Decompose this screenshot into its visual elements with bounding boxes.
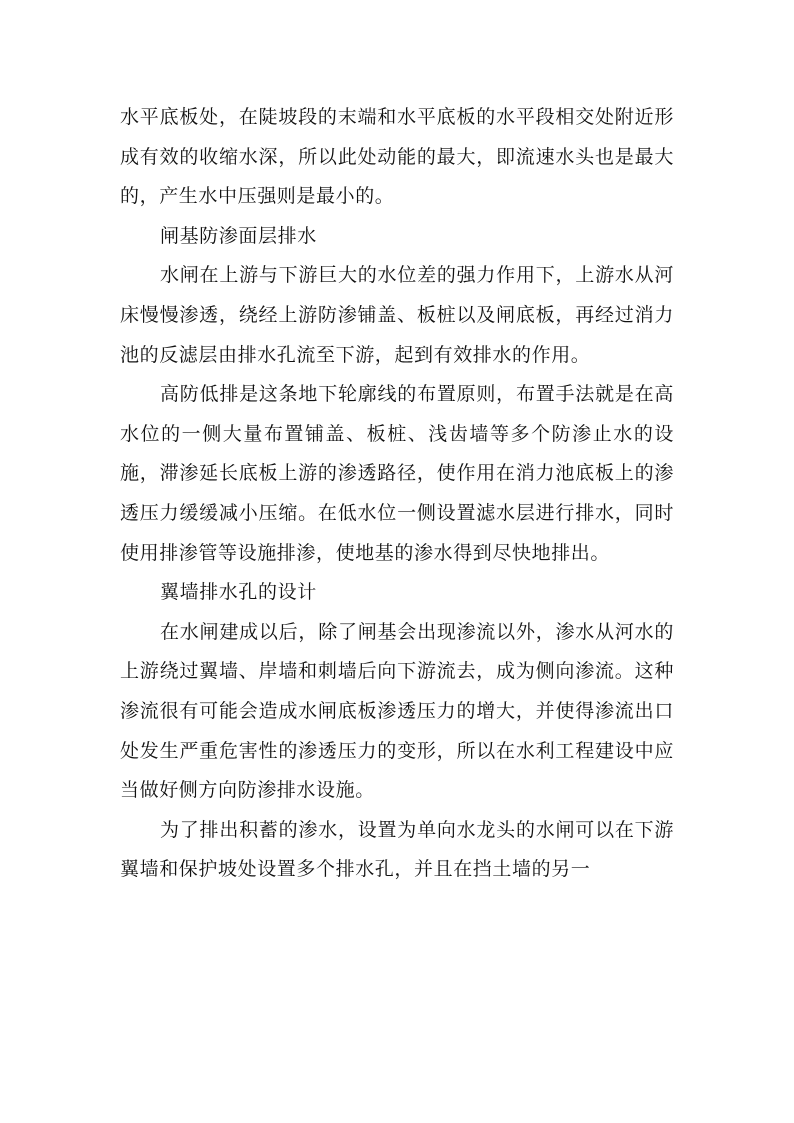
- paragraph-drain-holes: 为了排出积蓄的渗水，设置为单向水龙头的水闸可以在下游翼墙和保护坡处设置多个排水孔，并且在挡土墙的另一: [120, 818, 674, 881]
- paragraph-high-low-principle: 高防低排是这条地下轮廓线的布置原则，布置手法就是在高水位的一侧大量布置铺盖、板桩、浅齿墙等多个防渗止水的设施，滞渗延长底板上游的渗透路径，使作用在消力池底板上的渗透压力缓缓减小压缩。在低水位一侧设置滤水层进行排水，同时使用排渗管等设施排渗，使地基的渗水得到尽快地排出。: [120, 383, 674, 564]
- section-heading-seepage-drainage: 闸基防渗面层排水: [160, 224, 317, 247]
- section-heading-wingwall-drain: 翼墙排水孔的设计: [160, 581, 317, 604]
- paragraph-continuation: 水平底板处，在陡坡段的末端和水平底板的水平段相交处附近形成有效的收缩水深，所以此处动能的最大，即流速水头也是最大的，产生水中压强则是最小的。: [120, 106, 674, 208]
- document-body: [120, 98, 674, 890]
- paragraph-lateral-seepage: 在水闸建成以后，除了闸基会出现渗流以外，渗水从河水的上游绕过翼墙、岸墙和刺墙后向下游流去，成为侧向渗流。这种渗流很有可能会造成水闸底板渗透压力的增大，并使得渗流出口处发生严重危害性的渗透压力的变形，所以在水利工程建设中应当做好侧方向防渗排水设施。: [120, 620, 674, 802]
- paragraph-seepage-path: 水闸在上游与下游巨大的水位差的强力作用下，上游水从河床慢慢渗透，绕经上游防渗铺盖、板桩以及闸底板，再经过消力池的反滤层由排水孔流至下游，起到有效排水的作用。: [120, 264, 674, 366]
